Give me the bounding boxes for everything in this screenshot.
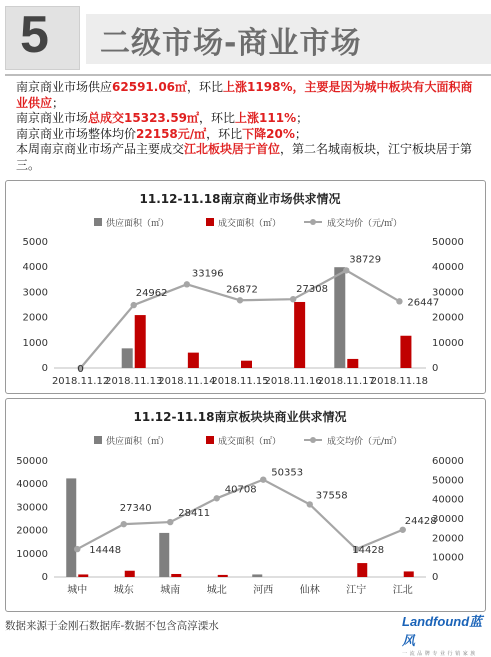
weekly-supply-demand-chart [5,180,486,394]
x-tick-label: 河西 [253,585,274,596]
legend-swatch-1 [94,218,102,226]
deal-change: 上涨111% [235,111,297,125]
price-point [121,521,127,527]
price-point [131,302,137,308]
section-title-band [86,14,491,64]
price-data-label: 26447 [407,297,440,309]
summary-price-line [16,127,484,143]
x-tick-label: 2018.11.18 [370,376,429,387]
y-right-tick-label: 30000 [432,514,464,525]
summary-text: ； [296,111,309,125]
deal-bar [135,315,146,368]
y-left-tick-label: 0 [41,363,48,374]
supply-bar [252,574,262,577]
summary-text: 南京商业市场 [16,111,89,125]
price-data-label: 37558 [315,490,348,502]
y-right-tick-label: 40000 [432,494,464,506]
y-right-tick-label: 20000 [432,312,464,324]
y-left-tick-label: 10000 [16,548,48,560]
price-value: 22158元/㎡ [136,126,207,141]
summary-ranking-line [16,142,484,173]
supply-change: 上涨1198%，主要是因为城中板块有大面积商业供应 [16,80,473,110]
deal-bar [400,336,411,368]
y-left-tick-label: 4000 [22,262,48,274]
summary-text: 南京商业市场供应 [16,80,113,94]
y-left-tick-label: 40000 [16,479,48,491]
summary-text: ，第二名城南板块，江宁板块居于第三。 [16,142,473,172]
price-point [184,281,190,287]
price-data-label: 33196 [191,268,224,280]
deal-value: 总成交15323.59㎡ [88,111,200,125]
y-left-tick-label: 0 [41,572,48,583]
y-right-tick-label: 60000 [432,456,464,467]
x-tick-label: 江北 [392,585,413,596]
price-data-label: 28411 [178,508,211,520]
legend-marker [310,219,316,225]
district-chart-svg [6,399,487,613]
y-right-tick-label: 50000 [432,237,464,248]
price-data-label: 27308 [296,284,328,296]
price-data-label: 40708 [224,484,257,496]
deal-bar [78,574,88,577]
section-number-box [5,6,80,70]
deal-bar [125,571,135,577]
legend-swatch-2 [206,436,214,444]
price-point [214,495,220,501]
section-header [0,0,491,78]
y-right-tick-label: 0 [432,363,439,374]
district-supply-demand-chart [5,398,486,612]
deal-bar [188,353,199,368]
deal-bar [404,571,414,577]
price-data-label: 38729 [349,254,382,266]
logo-brand: Landfound蓝风 [402,614,483,648]
legend-label-3: 成交均价（元/㎡） [327,437,403,447]
price-data-label: 27340 [119,503,152,515]
section-number: 5 [20,6,49,64]
x-tick-label: 城北 [206,585,227,596]
price-point [343,267,349,273]
chart-title: 11.12-11.18南京商业市场供求情况 [139,192,341,206]
x-tick-label: 城东 [113,585,134,596]
supply-value: 62591.06㎡ [112,80,188,94]
x-tick-label: 2018.11.13 [105,376,163,387]
y-left-tick-label: 2000 [22,312,48,324]
chart-title: 11.12-11.18南京板块块商业供求情况 [133,410,347,424]
x-tick-label: 2018.11.16 [264,376,322,387]
summary-text: 南京商业市场整体均价 [16,126,137,141]
supply-bar [159,533,169,577]
deal-bar [357,563,367,577]
legend-swatch-2 [206,218,214,226]
price-point [396,298,402,304]
y-right-tick-label: 30000 [432,287,464,299]
price-data-label: 24428 [404,515,437,527]
y-left-tick-label: 3000 [22,287,48,299]
legend-label-2: 成交面积（㎡） [218,219,282,229]
legend-label-1: 供应面积（㎡） [106,219,170,229]
summary-supply-line [16,80,484,111]
price-point [400,527,406,533]
x-tick-label: 城中 [67,585,88,596]
y-right-tick-label: 40000 [432,262,464,274]
price-data-label: 14448 [89,545,122,557]
summary-text: ，环比 [199,111,236,125]
x-tick-label: 2018.11.12 [51,376,110,387]
y-right-tick-label: 10000 [432,337,464,349]
y-left-tick-label: 1000 [22,337,48,349]
price-point [74,546,80,552]
supply-bar [66,478,76,577]
summary-text: ，环比 [187,80,224,94]
y-right-tick-label: 0 [432,572,439,583]
x-tick-label: 2018.11.17 [317,376,375,387]
data-source-note: 数据来源于金刚石数据库-数据不包含高淳溧水 [5,620,219,632]
legend-label-3: 成交均价（元/㎡） [327,219,403,229]
deal-bar [218,575,228,577]
legend-swatch-1 [94,436,102,444]
price-point [237,297,243,303]
price-point [307,501,313,507]
y-left-tick-label: 5000 [22,237,48,248]
x-tick-label: 2018.11.15 [211,376,269,387]
legend-label-1: 供应面积（㎡） [106,437,170,447]
summary-text: ； [294,126,307,141]
summary-text: ； [52,95,65,110]
x-tick-label: 2018.11.14 [158,376,216,387]
summary-text: 本周南京商业市场产品主要成交 [16,142,185,156]
weekly-chart-svg [6,181,487,395]
market-summary [16,80,484,173]
x-tick-label: 城南 [160,585,181,596]
supply-bar [334,267,345,368]
x-tick-label: 仙林 [299,585,320,596]
logo-tagline: 一 流 品 牌 专 业 行 销 家 族 [402,651,476,657]
landfound-logo [402,611,488,657]
legend-label-2: 成交面积（㎡） [218,437,282,447]
deal-bar [241,361,252,368]
top-district: 江北板块居于首位 [184,142,281,156]
deal-bar [347,359,358,368]
y-left-tick-label: 50000 [16,456,48,467]
x-tick-label: 江宁 [346,585,367,596]
y-left-tick-label: 20000 [16,525,48,537]
y-left-tick-label: 30000 [16,502,48,514]
price-point [260,476,266,482]
price-point [290,296,296,302]
supply-bar [122,348,133,368]
header-divider [5,74,491,76]
price-data-label: 14428 [352,545,385,557]
summary-text: ，环比 [206,126,243,141]
price-data-label: 26872 [226,284,258,296]
summary-deal-line [16,111,484,127]
deal-bar [171,574,181,577]
legend-marker [310,437,316,443]
y-right-tick-label: 10000 [432,552,464,564]
price-data-label: 24962 [135,288,168,300]
y-right-tick-label: 50000 [432,475,464,487]
price-point [167,519,173,525]
section-title: 二级市场-商业市场 [100,26,362,61]
price-data-label: 50353 [271,467,304,479]
y-right-tick-label: 20000 [432,533,464,545]
deal-bar [294,302,305,368]
price-change: 下降20% [242,126,295,141]
price-data-label: 0 [77,364,84,375]
